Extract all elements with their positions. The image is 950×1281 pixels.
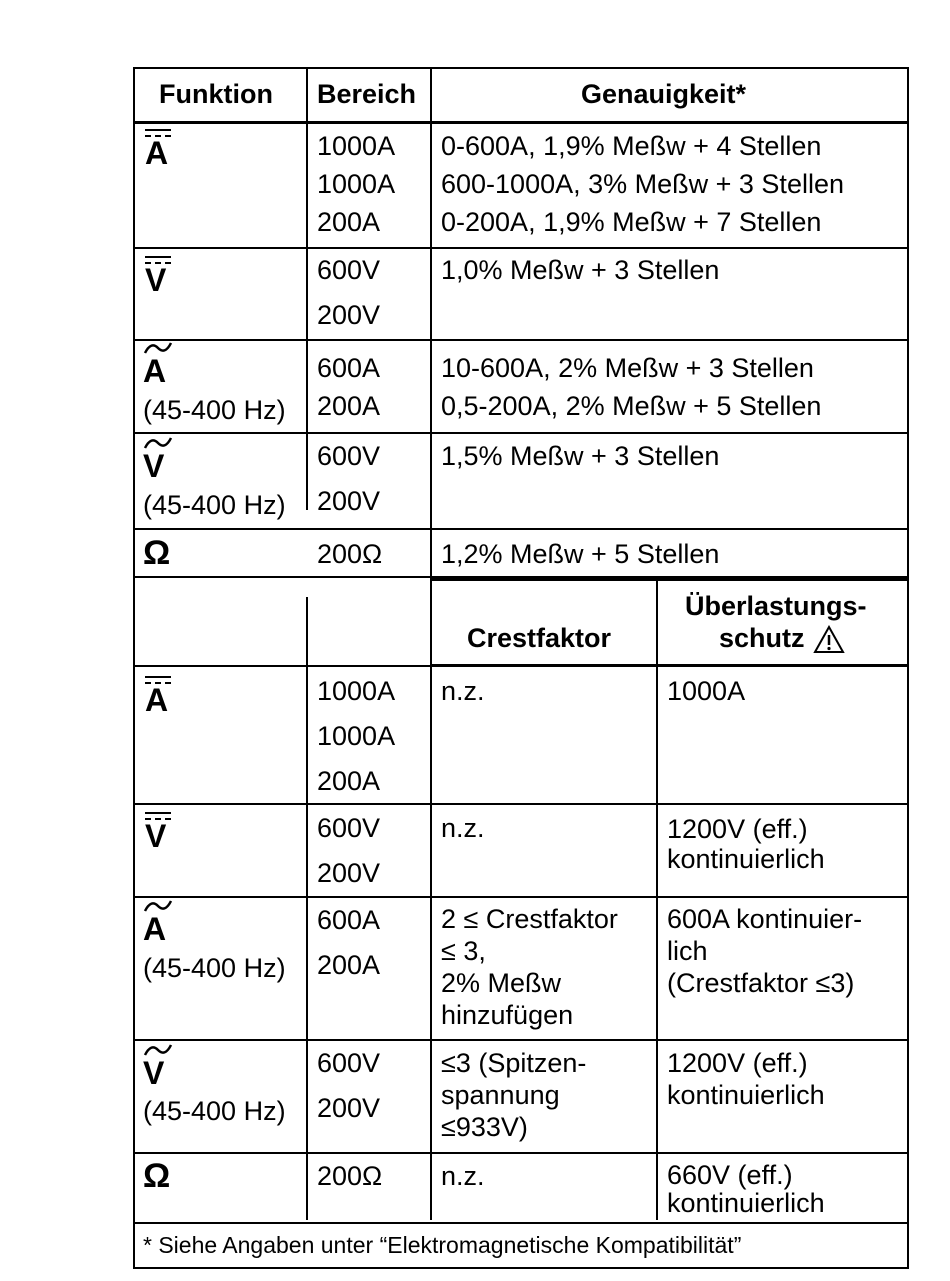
range-value: 200V (317, 300, 381, 330)
specifications-table (133, 67, 909, 1269)
table-border-bottom (133, 1267, 909, 1269)
range-value: 600V (317, 813, 381, 843)
accuracy-value: 0-200A, 1,9% Meßw + 7 Stellen (441, 207, 822, 237)
ac-current-symbol: A (143, 913, 166, 945)
range-value: 200Ω (317, 539, 383, 569)
frequency-range: (45-400 Hz) (143, 490, 286, 520)
header-genauigkeit: Genauigkeit* (581, 79, 747, 109)
header-bereich: Bereich (317, 79, 417, 109)
range-value: 1000A (317, 676, 396, 706)
range-value: 600V (317, 1048, 381, 1078)
range-value: 600V (317, 255, 381, 285)
row-rule (133, 339, 909, 341)
crest-value: n.z. (441, 676, 485, 706)
dc-current-symbol: A (145, 684, 168, 716)
range-value: 200A (317, 950, 381, 980)
table-border-top (133, 67, 909, 69)
dc-voltage-symbol: V (145, 820, 166, 852)
range-value: 200A (317, 391, 381, 421)
overload-value: 1000A (667, 676, 746, 706)
range-value: 200A (317, 207, 381, 237)
crest-value: spannung (441, 1080, 560, 1110)
row-rule (133, 1222, 909, 1224)
crest-value: ≤933V) (441, 1112, 528, 1142)
dc-voltage-symbol: V (145, 264, 166, 296)
header-crestfaktor: Crestfaktor (467, 623, 612, 653)
header-funktion: Funktion (159, 79, 273, 109)
ac-voltage-symbol: V (143, 450, 164, 482)
sub-header-top-rule (430, 578, 909, 581)
ac-current-symbol: A (143, 355, 166, 387)
overload-value: kontinuierlich (667, 1080, 825, 1110)
overload-value: kontinuierlich (667, 1188, 825, 1218)
overload-value: 1200V (eff.) (667, 1048, 808, 1078)
crest-value: n.z. (441, 813, 485, 843)
row-rule (133, 1152, 909, 1154)
row-rule (133, 896, 909, 898)
overload-value: (Crestfaktor ≤3) (667, 968, 855, 998)
warning-triangle-icon (813, 625, 845, 655)
range-value: 1000A (317, 169, 396, 199)
footnote: * Siehe Angaben unter “Elektromagnetische Kompatibilität” (143, 1232, 742, 1258)
overload-value: 660V (eff.) (667, 1160, 793, 1190)
column-divider (430, 67, 432, 1154)
header-ueberlastungsschutz: Überlastungs- (685, 591, 867, 621)
accuracy-value: 1,0% Meßw + 3 Stellen (441, 255, 720, 285)
accuracy-value: 0-600A, 1,9% Meßw + 4 Stellen (441, 131, 822, 161)
accuracy-value: 0,5-200A, 2% Meßw + 5 Stellen (441, 391, 822, 421)
sub-header-rule (430, 664, 909, 667)
accuracy-value: 1,5% Meßw + 3 Stellen (441, 441, 720, 471)
column-divider (306, 597, 308, 1220)
row-rule (133, 1039, 909, 1041)
frequency-range: (45-400 Hz) (143, 395, 286, 425)
resistance-symbol: Ω (143, 534, 171, 572)
crest-value: hinzufügen (441, 1000, 574, 1030)
overload-value: lich (667, 936, 708, 966)
header-schutz: schutz (719, 623, 805, 653)
row-rule (133, 665, 430, 667)
range-value: 1000A (317, 131, 396, 161)
column-divider (656, 577, 658, 1220)
range-value: 200V (317, 1093, 381, 1123)
range-value: 600A (317, 353, 381, 383)
row-rule (133, 247, 909, 249)
frequency-range: (45-400 Hz) (143, 1096, 286, 1126)
frequency-range: (45-400 Hz) (143, 953, 286, 983)
crest-value: ≤ 3, (441, 936, 486, 966)
overload-value: kontinuierlich (667, 844, 825, 874)
range-value: 200A (317, 766, 381, 796)
overload-value: 1200V (eff.) (667, 814, 808, 844)
resistance-symbol: Ω (143, 1157, 171, 1195)
dc-current-symbol: A (145, 137, 168, 169)
column-divider (306, 67, 308, 510)
range-value: 200Ω (317, 1161, 383, 1191)
range-value: 1000A (317, 721, 396, 751)
accuracy-value: 10-600A, 2% Meßw + 3 Stellen (441, 353, 814, 383)
accuracy-value: 600-1000A, 3% Meßw + 3 Stellen (441, 169, 844, 199)
range-value: 600A (317, 905, 381, 935)
accuracy-value: 1,2% Meßw + 5 Stellen (441, 539, 720, 569)
crest-value: 2 ≤ Crestfaktor (441, 904, 618, 934)
crest-value: 2% Meßw (441, 968, 562, 998)
row-rule (133, 528, 909, 530)
overload-value: 600A kontinuier- (667, 904, 863, 934)
header-rule (133, 121, 909, 124)
column-divider (430, 1154, 432, 1220)
crest-value: n.z. (441, 1161, 485, 1191)
range-value: 600V (317, 441, 381, 471)
row-rule (133, 432, 909, 434)
range-value: 200V (317, 858, 381, 888)
crest-value: ≤3 (Spitzen- (441, 1048, 587, 1078)
range-value: 200V (317, 486, 381, 516)
row-rule (133, 803, 909, 805)
ac-voltage-symbol: V (143, 1057, 164, 1089)
